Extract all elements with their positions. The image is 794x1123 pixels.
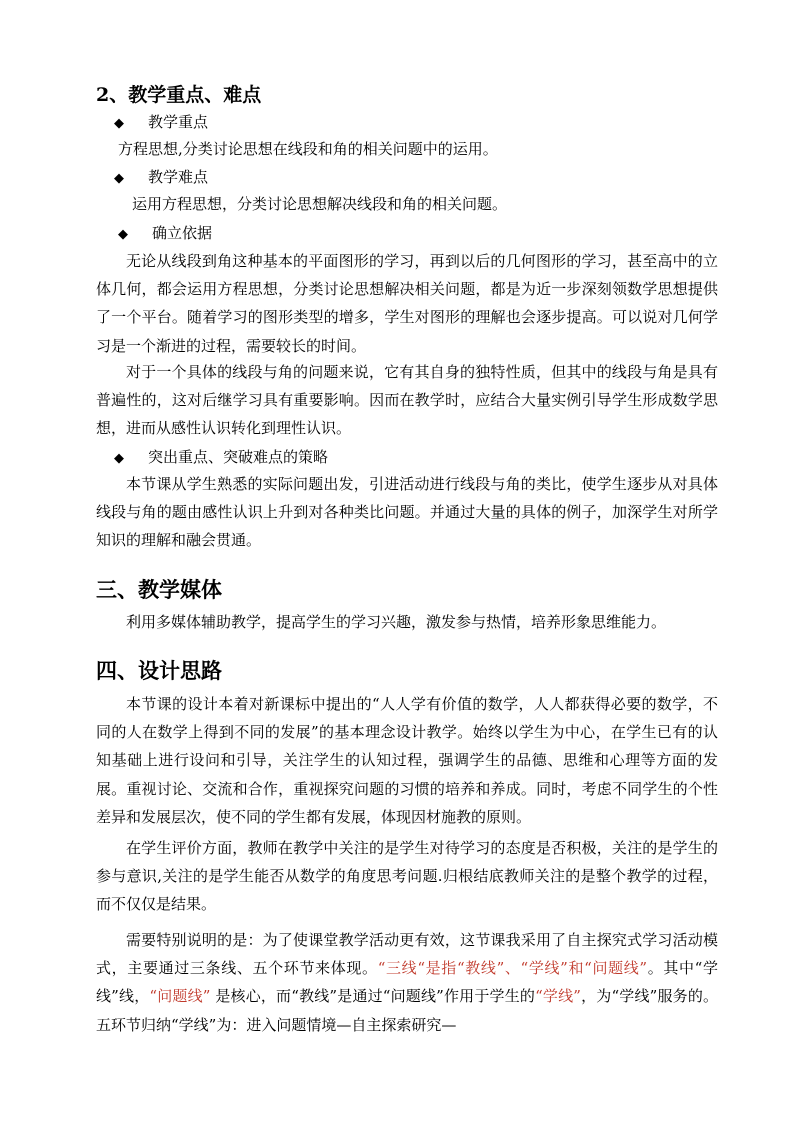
problem-line-highlight: “问题线” xyxy=(149,987,211,1006)
diamond-bullet-icon: ◆ xyxy=(114,451,124,466)
section-3-heading: 三、教学媒体 xyxy=(96,577,222,602)
teaching-difficulty-label: 教学难点 xyxy=(148,168,209,186)
bullet-basis xyxy=(118,222,212,243)
design-p3-part-b: 。其中“学线”线， xyxy=(96,959,718,1006)
teaching-focus-label: 教学重点 xyxy=(148,113,209,131)
basis-label: 确立依据 xyxy=(152,224,213,242)
diamond-bullet-icon: ◆ xyxy=(118,227,128,242)
design-p3-part-d: ，为“学线”服务的。五环节归纳“学线”为：进入问题情境—自主探索研究— xyxy=(96,987,719,1034)
design-paragraph-3 xyxy=(96,926,718,1039)
strategy-label: 突出重点、突破难点的策略 xyxy=(148,448,329,466)
diamond-bullet-icon: ◆ xyxy=(114,171,124,186)
design-p3-part-c: 是核心，而“教线”是通过“问题线”作用于学生的 xyxy=(210,987,536,1006)
diamond-bullet-icon: ◆ xyxy=(114,116,124,131)
strategy-paragraph: 本节课从学生熟悉的实际问题出发，引进活动进行线段与角的类比，使学生逐步从对具体线段与角的题由感性认识上升到对各种类比问题。并通过大量的具体的例子，加深学生对所学知识的理解和融会贯通。 xyxy=(96,475,718,550)
section-3-text: 利用多媒体辅助教学，提高学生的学习兴趣，激发参与热情，培养形象思维能力。 xyxy=(126,613,667,631)
basis-paragraph-1: 无论从线段到角这种基本的平面图形的学习，再到以后的几何图形的学习，甚至高中的立体几何，都会运用方程思想，分类讨论思想解决相关问题，都是为近一步深刻领数学思想提供了一个平台。随着学习的图形类型的增多，学生对图形的理解也会逐步提高。可以说对几何学习是一个渐进的过程，需要较长的时间。 xyxy=(96,252,718,355)
design-paragraph-2: 在学生评价方面，教师在教学中关注的是学生对待学习的态度是否积极，关注的是学生的参与意识,关注的是学生能否从数学的角度思考问题.归根结底教师关注的是整个教学的过程，而不仅仅是结果。 xyxy=(96,839,718,914)
learning-line-highlight: “学线” xyxy=(535,987,581,1006)
teaching-difficulty-text: 运用方程思想，分类讨论思想解决线段和角的相关问题。 xyxy=(132,195,508,213)
design-p3-part-a: 需要特别说明的是：为了使课堂教学活动更有效，这节课我采用了自主探究式学习活动模式，主要通过三条线、五个环节来体现。 xyxy=(96,931,718,978)
three-lines-highlight: “三线“是指“教线”、“学线”和“问题线” xyxy=(377,959,648,978)
bullet-strategy xyxy=(114,446,328,467)
bullet-teaching-focus xyxy=(114,111,208,132)
teaching-focus-text: 方程思想,分类讨论思想在线段和角的相关问题中的运用。 xyxy=(118,140,498,158)
basis-paragraph-2: 对于一个具体的线段与角的问题来说，它有其自身的独特性质，但其中的线段与角是具有普遍性的，这对后继学习具有重要影响。因而在教学时，应结合大量实例引导学生形成数学思想，进而从感性认识转化到理性认识。 xyxy=(96,363,718,438)
section-4-heading: 四、设计思路 xyxy=(96,658,222,683)
design-paragraph-1: 本节课的设计本着对新课标中提出的“人人学有价值的数学，人人都获得必要的数学，不同的人在数学上得到不同的发展”的基本理念设计教学。始终以学生为中心，在学生已有的认知基础上进行设问和引导，关注学生的认知过程，强调学生的品德、思维和心理等方面的发展。重视讨论、交流和合作，重视探究问题的习惯的培养和养成。同时，考虑不同学生的个性差异和发展层次，使不同的学生都有发展，体现因材施教的原则。 xyxy=(96,695,718,826)
bullet-teaching-difficulty xyxy=(114,166,208,187)
section-2-heading: 2、教学重点、难点 xyxy=(96,84,262,106)
